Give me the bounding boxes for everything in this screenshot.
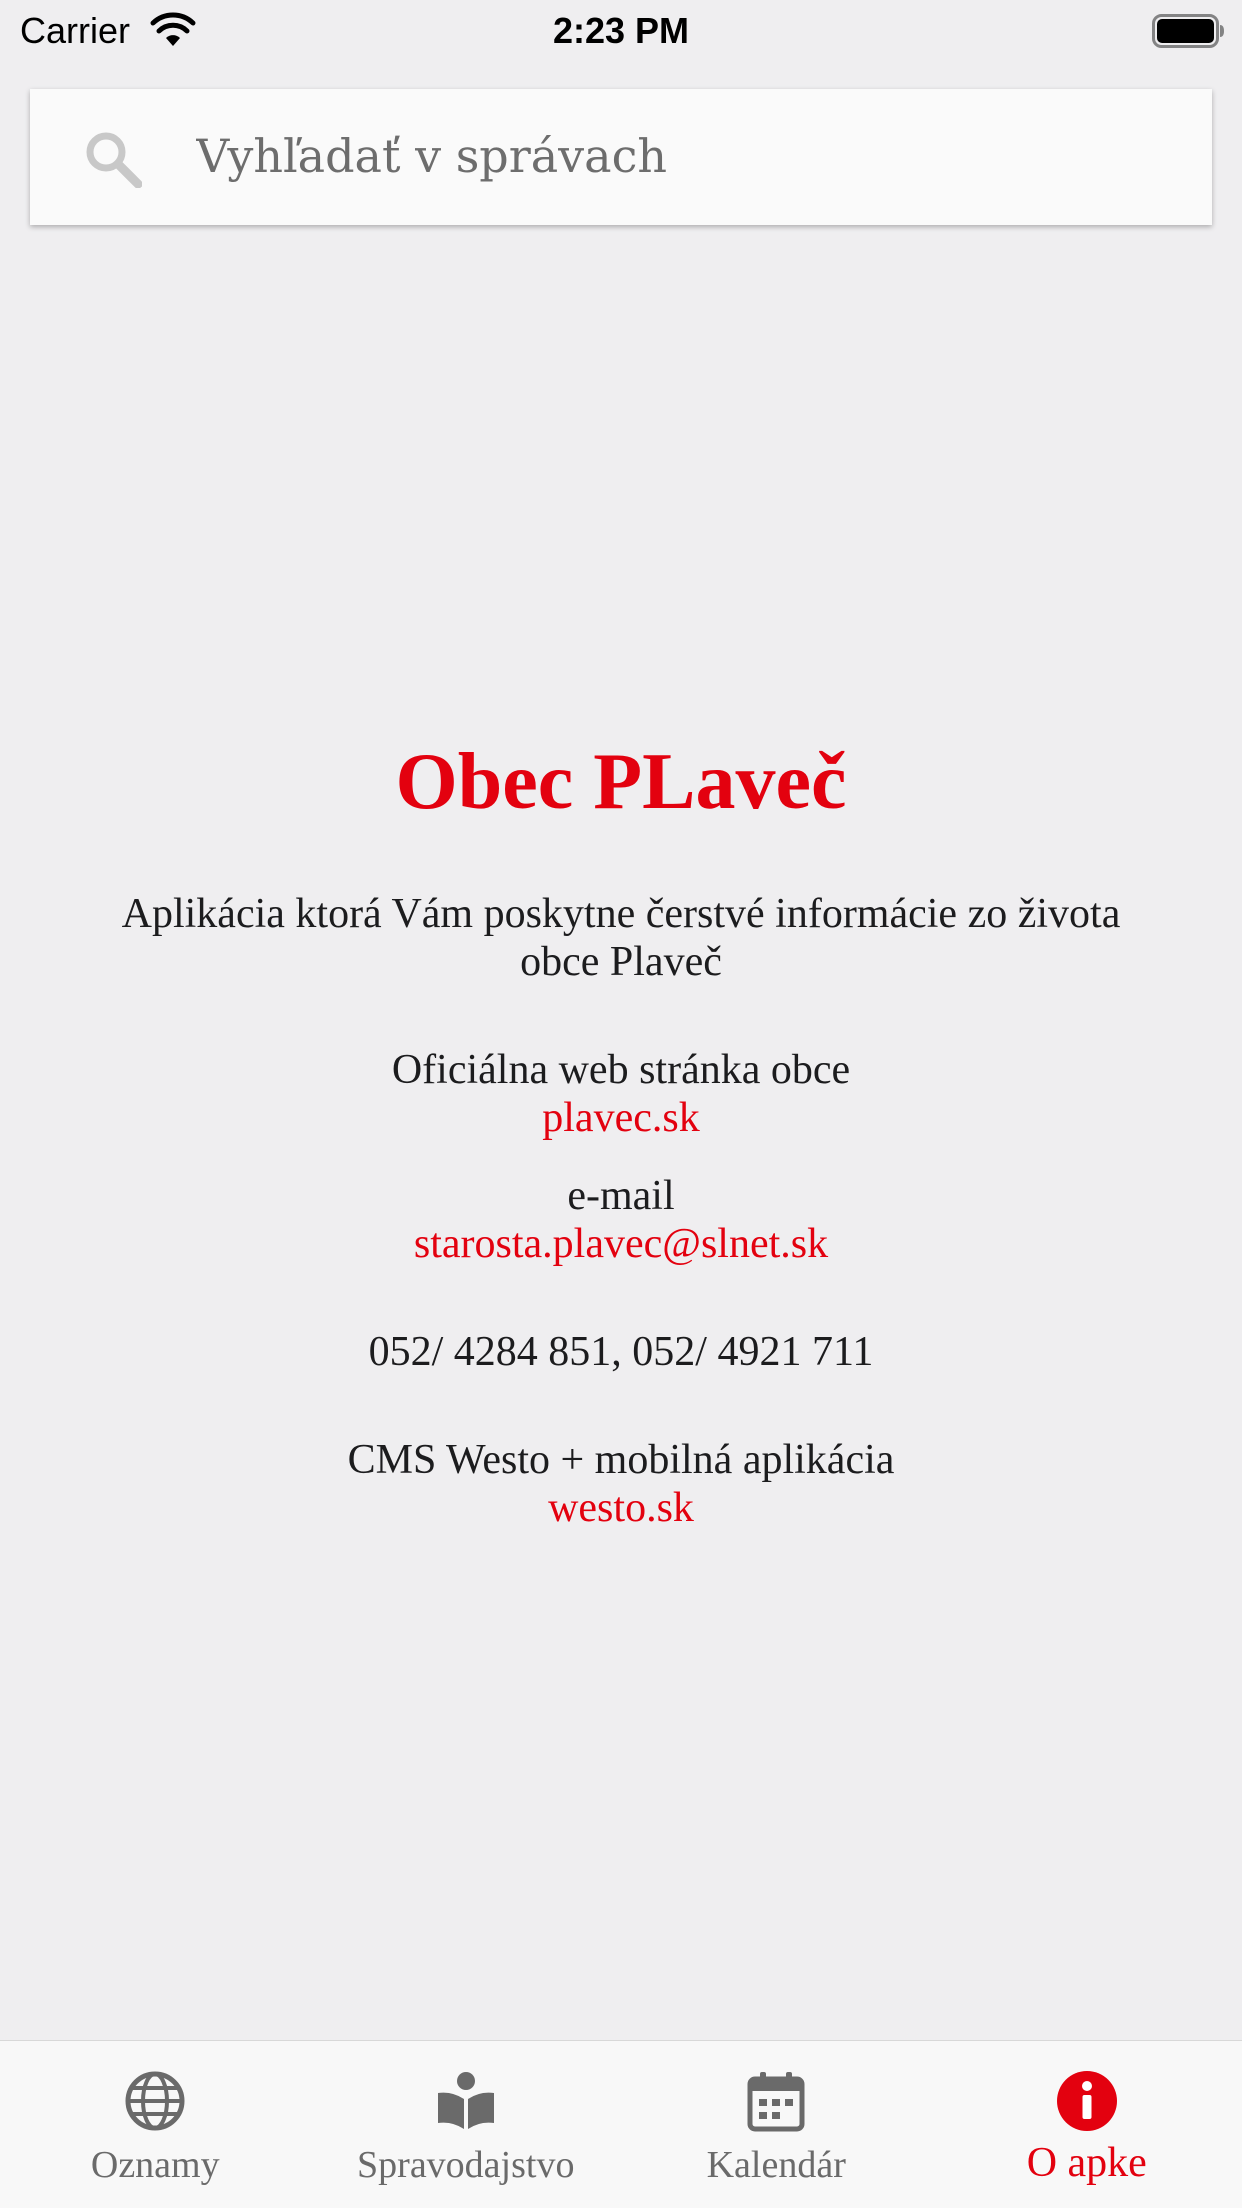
- globe-icon: [123, 2069, 187, 2133]
- tab-label: Oznamy: [90, 2144, 220, 2186]
- tab-spravodajstvo[interactable]: [311, 2041, 622, 2208]
- website-label: Oficiálna web stránka obce: [391, 1047, 851, 1093]
- phone-numbers: 052/ 4284 851, 052/ 4921 711: [368, 1329, 874, 1375]
- tab-bar: [0, 2040, 1242, 2208]
- about-content: [60, 730, 1182, 1532]
- book-reader-icon: [434, 2069, 498, 2133]
- search-icon: [84, 130, 142, 192]
- email-link[interactable]: starosta.plavec@slnet.sk: [413, 1221, 829, 1267]
- tab-kalendar[interactable]: [621, 2041, 932, 2208]
- website-block: [60, 1046, 1182, 1142]
- calendar-icon: [744, 2069, 808, 2133]
- cms-label: CMS Westo + mobilná aplikácia: [347, 1437, 895, 1483]
- battery-icon: [1152, 14, 1226, 53]
- cms-link[interactable]: westo.sk: [548, 1485, 694, 1531]
- tab-label: O apke: [1026, 2140, 1147, 2186]
- info-icon: [1055, 2069, 1119, 2133]
- website-link[interactable]: plavec.sk: [542, 1095, 700, 1141]
- tab-oznamy[interactable]: [0, 2041, 311, 2208]
- tab-label: Kalendár: [706, 2144, 846, 2186]
- search-input[interactable]: [196, 96, 1176, 216]
- status-bar: [0, 0, 1242, 62]
- email-block: [60, 1172, 1182, 1268]
- carrier-label: Carrier: [20, 10, 131, 51]
- email-label: e-mail: [567, 1173, 675, 1219]
- page-title: Obec PLaveč: [395, 738, 847, 826]
- tab-label: Spravodajstvo: [357, 2144, 575, 2186]
- cms-block: [60, 1436, 1182, 1532]
- clock: 2:23 PM: [552, 10, 690, 51]
- tab-o-apke[interactable]: [932, 2041, 1242, 2208]
- app-description: Aplikácia ktorá Vám poskytne čerstvé informácie zo života obce Plaveč: [121, 891, 1121, 985]
